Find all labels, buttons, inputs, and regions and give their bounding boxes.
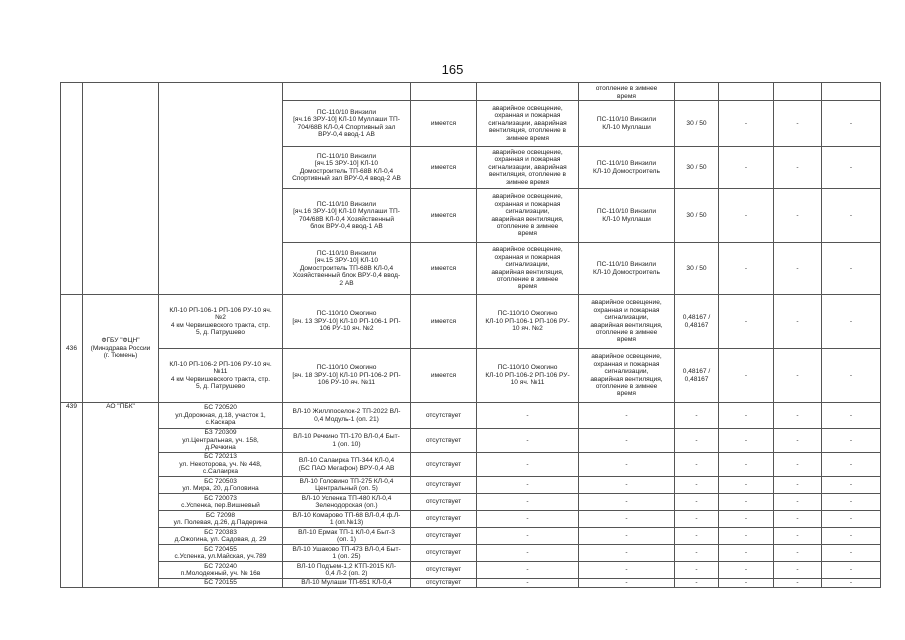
col10-cell: -: [822, 147, 881, 189]
col10-cell: -: [822, 453, 881, 477]
col10-cell: -: [822, 101, 881, 147]
object-cell: ПС-110/10 Ожогино [яч. 13 ЗРУ-10] КЛ-10 РП-106-1 РП- 106 РУ-10 яч. №2: [283, 295, 411, 349]
availability-cell: отсутствует: [411, 429, 477, 453]
location-cell: КЛ-10 РП-106-2 РП-106 РУ-10 яч. №11 4 км Червишевского тракта, стр. 5, д. Патрушево: [159, 349, 283, 403]
source-cell: ПС-110/10 Винзили КЛ-10 Домостроитель: [579, 243, 675, 295]
source-cell: -: [477, 545, 579, 562]
number-cell: [61, 83, 83, 295]
power-cell: -: [675, 429, 719, 453]
object-cell: ПС-110/10 Винзили [яч.15 ЗРУ-10] КЛ-10 Домостроитель ТП-68В КЛ-0,4 Хозяйственный блок ВРУ-0,4 ввод- 2 АВ: [283, 243, 411, 295]
location-cell: БС 720520 ул.Дорожная, д.18, участок 1, с.Каскара: [159, 403, 283, 429]
col9-cell: -: [774, 189, 822, 243]
col8-cell: -: [719, 453, 774, 477]
col9-cell: -: [774, 429, 822, 453]
source-cell: -: [477, 511, 579, 528]
location-cell: БС 720240 п.Молодежный, уч. № 16в: [159, 562, 283, 579]
col10-cell: -: [822, 528, 881, 545]
col9-cell: -: [774, 511, 822, 528]
empty-cell: [822, 83, 881, 101]
col9-cell: -: [774, 545, 822, 562]
source-cell: -: [477, 579, 579, 588]
power-cell: -: [675, 545, 719, 562]
object-cell: ВЛ-10 Комарово ТП-68 ВЛ-0,4 ф.Л- 1 (оп.№13): [283, 511, 411, 528]
systems-cell: аварийное освещение, охранная и пожарная сигнализации, аварийная вентиляция, отопление в зимнее время: [477, 243, 579, 295]
object-cell: ПС-110/10 Винзили [яч.16 ЗРУ-10] КЛ-10 Муллаши ТП- 704/68В КЛ-0,4 Спортивный зал ВРУ-0,4 ввод-1 АВ: [283, 101, 411, 147]
power-cell: -: [675, 494, 719, 511]
object-cell: ВЛ-10 Подъем-1,2 КТП-2015 КЛ- 0,4 Л-2 (оп. 2): [283, 562, 411, 579]
systems-cell: аварийное освещение, охранная и пожарная сигнализации, аварийная вентиляция, отопление в зимнее время: [477, 101, 579, 147]
availability-cell: отсутствует: [411, 494, 477, 511]
power-cell: 0,48167 / 0,48167: [675, 295, 719, 349]
object-cell: ПС-110/10 Винзили [яч.15 ЗРУ-10] КЛ-10 Домостроитель ТП-68В КЛ-0,4 Спортивный зал ВРУ-0,4 ввод-2 АВ: [283, 147, 411, 189]
organization-cell: АО "ПБК": [83, 403, 159, 588]
power-cell: 0,48167 / 0,48167: [675, 349, 719, 403]
col9-cell: -: [774, 453, 822, 477]
col8-cell: -: [719, 243, 774, 295]
power-cell: -: [675, 477, 719, 494]
power-supply-table: [60, 82, 881, 588]
col9-cell: -: [774, 147, 822, 189]
object-cell: ВЛ-10 Головино ТП-275 КЛ-0,4 Центральный (оп. 5): [283, 477, 411, 494]
location-cell: БС 72098 ул. Полевая, д.26, д.Падерина: [159, 511, 283, 528]
source-cell: ПС-110/10 Ожогино КЛ-10 РП-106-1 РП-106 РУ- 10 яч. №2: [477, 295, 579, 349]
power-cell: -: [675, 403, 719, 429]
organization-cell: [83, 83, 159, 295]
col8-cell: -: [719, 562, 774, 579]
location-cell: БЗ 720309 ул.Центральная, уч. 158, д.Речкина: [159, 429, 283, 453]
availability-cell: отсутствует: [411, 528, 477, 545]
power-cell: -: [675, 562, 719, 579]
power-cell: -: [675, 453, 719, 477]
col10-cell: -: [822, 511, 881, 528]
location-cell: БС 720155: [159, 579, 283, 588]
systems-cell: -: [579, 494, 675, 511]
power-cell: -: [675, 579, 719, 588]
col9-cell: -: [774, 477, 822, 494]
systems-cell: -: [579, 562, 675, 579]
col8-cell: -: [719, 545, 774, 562]
availability-cell: имеется: [411, 101, 477, 147]
object-cell: ВЛ-10 Салаирка ТП-344 КЛ-0,4 (БС ПАО Мегафон) ВРУ-0,4 АВ: [283, 453, 411, 477]
systems-cell: -: [579, 429, 675, 453]
col8-cell: -: [719, 494, 774, 511]
systems-cell: аварийное освещение, охранная и пожарная сигнализации, аварийная вентиляция, отопление в зимнее время: [477, 189, 579, 243]
number-cell: 439: [61, 403, 83, 588]
table-row: [61, 528, 881, 545]
source-cell: -: [477, 562, 579, 579]
col9-cell: -: [774, 295, 822, 349]
power-cell: 30 / 50: [675, 101, 719, 147]
source-cell: -: [477, 403, 579, 429]
location-cell: [159, 83, 283, 295]
source-cell: ПС-110/10 Винзили КЛ-10 Домостроитель: [579, 147, 675, 189]
object-cell: ВЛ-10 Мулаши ТП-651 КЛ-0,4: [283, 579, 411, 588]
col9-cell: -: [774, 243, 822, 295]
table-row: [61, 511, 881, 528]
systems-cell: -: [579, 477, 675, 494]
table-row: [61, 83, 881, 101]
table-row: [61, 295, 881, 349]
availability-cell: имеется: [411, 147, 477, 189]
object-cell: ВЛ-10 Жиллпоселок-2 ТП-2022 ВЛ- 0,4 Модуль-1 (оп. 21): [283, 403, 411, 429]
col9-cell: -: [774, 494, 822, 511]
systems-cell: -: [579, 403, 675, 429]
location-cell: БС 720213 ул. Некоторова, уч. № 448, с.Салаирка: [159, 453, 283, 477]
col10-cell: -: [822, 494, 881, 511]
object-cell: [283, 83, 411, 101]
col10-cell: -: [822, 349, 881, 403]
systems-cell: аварийное освещение, охранная и пожарная сигнализации, аварийная вентиляция, отопление в зимнее время: [477, 147, 579, 189]
col8-cell: -: [719, 349, 774, 403]
source-cell: -: [477, 528, 579, 545]
source-cell: -: [477, 453, 579, 477]
availability-cell: отсутствует: [411, 545, 477, 562]
object-cell: ПС-110/10 Винзили [яч.16 ЗРУ-10] КЛ-10 Муллаши ТП- 704/68В КЛ-0,4 Хозяйственный блок ВРУ-0,4 ввод-1 АВ: [283, 189, 411, 243]
systems-cell: [477, 83, 579, 101]
col9-cell: -: [774, 101, 822, 147]
systems-cell: -: [579, 453, 675, 477]
power-cell: -: [675, 511, 719, 528]
availability-cell: отсутствует: [411, 453, 477, 477]
source-cell: ПС-110/10 Ожогино КЛ-10 РП-106-2 РП-106 РУ- 10 яч. №11: [477, 349, 579, 403]
col8-cell: -: [719, 528, 774, 545]
page-number: 165: [441, 62, 464, 77]
table-row: [61, 545, 881, 562]
col8-cell: -: [719, 477, 774, 494]
availability-cell: отсутствует: [411, 562, 477, 579]
col9-cell: -: [774, 579, 822, 588]
availability-cell: имеется: [411, 295, 477, 349]
object-cell: ВЛ-10 Речкино ТП-170 ВЛ-0,4 Быт- 1 (оп. 10): [283, 429, 411, 453]
availability-cell: отсутствует: [411, 477, 477, 494]
systems-cell: аварийное освещение, охранная и пожарная сигнализации, аварийная вентиляция, отопление в зимнее время: [579, 349, 675, 403]
location-cell: КЛ-10 РП-106-1 РП-106 РУ-10 яч. №2 4 км Червишевского тракта, стр. 5, д. Патрушево: [159, 295, 283, 349]
col8-cell: -: [719, 403, 774, 429]
table-row: [61, 429, 881, 453]
table-row: [61, 453, 881, 477]
organization-cell: ФГБУ "ФЦН" (Минздрава России (г. Тюмень): [83, 295, 159, 403]
col10-cell: -: [822, 295, 881, 349]
col8-cell: -: [719, 189, 774, 243]
availability-cell: имеется: [411, 243, 477, 295]
source-cell: -: [477, 429, 579, 453]
systems-cell: -: [579, 511, 675, 528]
source-cell: отопление в зимнее время: [579, 83, 675, 101]
availability-cell: имеется: [411, 189, 477, 243]
table-row: [61, 349, 881, 403]
availability-cell: отсутствует: [411, 579, 477, 588]
power-cell: 30 / 50: [675, 147, 719, 189]
col9-cell: -: [774, 349, 822, 403]
source-cell: -: [477, 494, 579, 511]
availability-cell: [411, 83, 477, 101]
location-cell: БС 720455 с.Успенка, ул.Майская, уч.789: [159, 545, 283, 562]
col10-cell: -: [822, 562, 881, 579]
col9-cell: -: [774, 562, 822, 579]
location-cell: БС 720503 ул. Мира, 20, д.Головина: [159, 477, 283, 494]
power-cell: -: [675, 528, 719, 545]
availability-cell: имеется: [411, 349, 477, 403]
col10-cell: -: [822, 429, 881, 453]
location-cell: БС 720073 с.Успенка, пер.Вишневый: [159, 494, 283, 511]
col10-cell: -: [822, 545, 881, 562]
power-cell: 30 / 50: [675, 243, 719, 295]
systems-cell: -: [579, 528, 675, 545]
availability-cell: отсутствует: [411, 403, 477, 429]
col10-cell: -: [822, 477, 881, 494]
col9-cell: -: [774, 528, 822, 545]
col8-cell: -: [719, 579, 774, 588]
col10-cell: -: [822, 243, 881, 295]
col8-cell: -: [719, 101, 774, 147]
col10-cell: -: [822, 403, 881, 429]
col8-cell: -: [719, 295, 774, 349]
empty-cell: [675, 83, 719, 101]
object-cell: ВЛ-10 Успенка ТП-480 КЛ-0,4 Зеленодорская (оп.): [283, 494, 411, 511]
col8-cell: -: [719, 429, 774, 453]
systems-cell: -: [579, 579, 675, 588]
empty-cell: [719, 83, 774, 101]
systems-cell: аварийное освещение, охранная и пожарная сигнализации, аварийная вентиляция, отопление в зимнее время: [579, 295, 675, 349]
col10-cell: -: [822, 579, 881, 588]
empty-cell: [774, 83, 822, 101]
location-cell: БС 720383 д.Ожогина, ул. Садовая, д. 29: [159, 528, 283, 545]
col10-cell: -: [822, 189, 881, 243]
table-row: [61, 477, 881, 494]
object-cell: ВЛ-10 Ушаково ТП-473 ВЛ-0,4 Быт- 1 (оп. 25): [283, 545, 411, 562]
col8-cell: -: [719, 147, 774, 189]
power-cell: 30 / 50: [675, 189, 719, 243]
source-cell: ПС-110/10 Винзили КЛ-10 Муллаши: [579, 101, 675, 147]
availability-cell: отсутствует: [411, 511, 477, 528]
systems-cell: -: [579, 545, 675, 562]
table-body: [61, 83, 881, 588]
table-row: [61, 579, 881, 588]
source-cell: ПС-110/10 Винзили КЛ-10 Муллаши: [579, 189, 675, 243]
col9-cell: -: [774, 403, 822, 429]
source-cell: -: [477, 477, 579, 494]
table-row: [61, 403, 881, 429]
object-cell: ПС-110/10 Ожогино [яч. 18 ЗРУ-10] КЛ-10 РП-106-2 РП- 106 РУ-10 яч. №11: [283, 349, 411, 403]
object-cell: ВЛ-10 Ермак ТП-1 КЛ-0,4 Быт-3 (оп. 1): [283, 528, 411, 545]
col8-cell: -: [719, 511, 774, 528]
table-row: [61, 494, 881, 511]
number-cell: 436: [61, 295, 83, 403]
table-row: [61, 562, 881, 579]
